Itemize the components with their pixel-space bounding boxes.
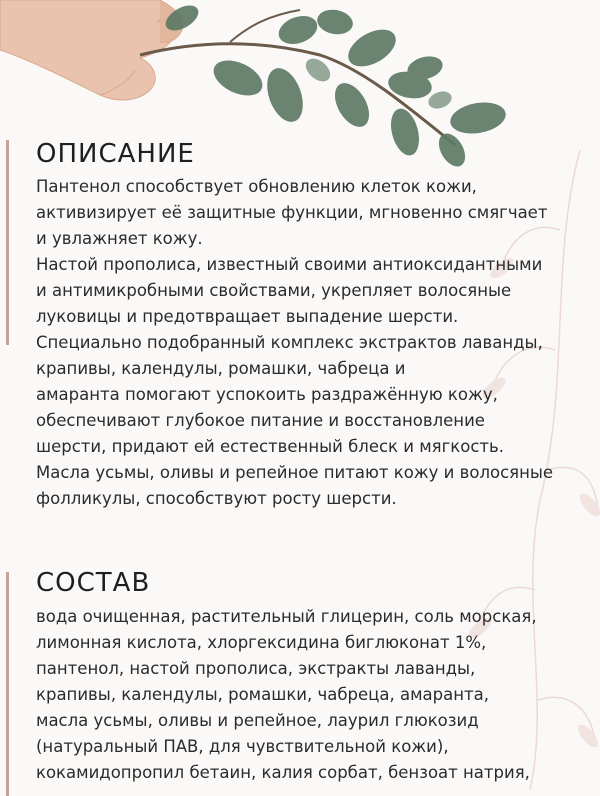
description-accent-line xyxy=(6,140,9,345)
description-line: и увлажняет кожу. xyxy=(36,229,203,248)
composition-heading: СОСТАВ xyxy=(36,568,151,598)
composition-line: масла усьмы, оливы и репейное, лаурил глюкозид xyxy=(36,711,479,730)
description-line: Пантенол способствует обновлению клеток кожи, xyxy=(36,177,477,196)
description-line: Масла усьмы, оливы и репейное питают кожу и волосяные xyxy=(36,463,554,482)
description-line: активизирует её защитные функции, мгновенно смягчает xyxy=(36,203,548,222)
description-heading: ОПИСАНИЕ xyxy=(36,139,195,169)
composition-line: крапивы, календулы, ромашки, чабреца, амаранта, xyxy=(36,685,490,704)
composition-line: пантенол, настой прополиса, экстракты лаванды, xyxy=(36,659,476,678)
description-line: Настой прополиса, известный своими антиоксидантными xyxy=(36,255,543,274)
description-line: Специально подобранный комплекс экстрактов лаванды, xyxy=(36,333,543,352)
description-line: и антимикробными свойствами, укрепляет волосяные xyxy=(36,281,512,300)
composition-line: кокамидопропил бетаин, калия сорбат, бензоат натрия, xyxy=(36,763,530,782)
description-line: луковицы и предотвращает выпадение шерсти. xyxy=(36,307,459,326)
composition-line: лимонная кислота, хлоргексидина биглюконат 1%, xyxy=(36,633,487,652)
description-line: фолликулы, способствуют росту шерсти. xyxy=(36,489,397,508)
description-line: амаранта помогают успокоить раздражённую кожу, xyxy=(36,385,498,404)
composition-line: (натуральный ПАВ, для чувствительной кожи), xyxy=(36,737,449,756)
description-line: шерсти, придают ей естественный блеск и мягкость. xyxy=(36,437,504,456)
description-text xyxy=(36,174,591,512)
description-line: обеспечивают глубокое питание и восстановление xyxy=(36,411,485,430)
composition-accent-line xyxy=(6,572,9,796)
description-line: крапивы, календулы, ромашки, чабреца и xyxy=(36,359,406,378)
composition-line: вода очищенная, растительный глицерин, соль морская, xyxy=(36,607,537,626)
composition-text xyxy=(36,604,591,786)
